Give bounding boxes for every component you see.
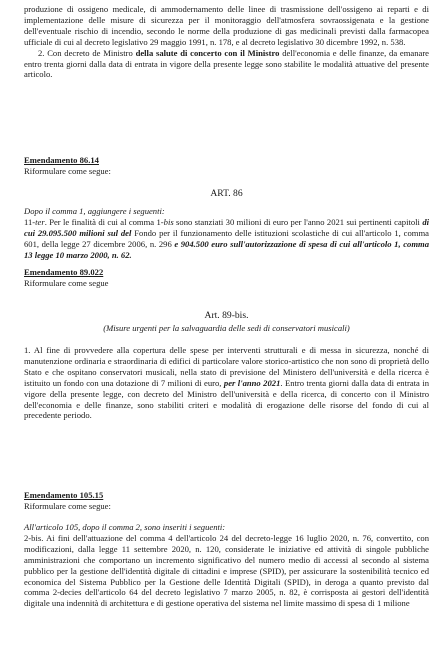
t4-bold-italic: e 904.500 euro sull'autorizzazione di spesa di cui all'articolo 1, comma 13 legge 10 marzo 2000, n. 62. [24, 238, 429, 260]
t1: 11- [24, 216, 36, 227]
p2-text-a: 2. Con decreto de Ministro [38, 47, 136, 58]
amendment-105-15-body [24, 522, 429, 609]
article-title: Art. 89-bis. [204, 310, 249, 321]
amendment-subheading: Riformulare come segue [24, 278, 109, 288]
t2-italic: bis [163, 216, 174, 227]
amendment-heading: Emendamento 105.15 [24, 490, 104, 500]
intro-italic: All'articolo 105, dopo il comma 2, sono inseriti i seguenti: [24, 522, 226, 532]
amendment-subheading: Riformulare come segue: [24, 166, 111, 176]
p2-text-c: dell'economia e delle finanze, da emanare entro trenta giorni dalla data di entrata in vigore della presente legge sono stabilite le modalità attuative del presente articolo. [24, 47, 429, 80]
amendment-89-022-body [24, 345, 429, 421]
p2-text-bold: della salute di concerto con il Ministro [135, 47, 280, 58]
amendment-text [24, 345, 429, 421]
top-section [24, 4, 429, 80]
amendment-86-14 [24, 155, 429, 177]
t4: Fondo per il funzionamento delle istituzioni scolastiche di cui all'articolo 1, comma 601, della legge 27 dicembre 2006, n. 296 [24, 227, 429, 249]
amendment-105-15 [24, 490, 429, 512]
intro-italic: Dopo il comma 1, aggiungere i seguenti: [24, 206, 165, 216]
b2: . Entro trenta giorni dalla data di entrata in vigore della presente legge, con decreto del Ministro dell'università e della ricerca, di concerto con il Ministro dell'economia e delle finanze, sono stabiliti criteri e modalità di erogazione delle risorse del fondo di cui al precedente periodo. [24, 377, 429, 421]
t3-bold-italic: di cui 29.095.500 milioni sul del [24, 216, 429, 238]
t2: . Per le finalità di cui al comma 1- [44, 216, 164, 227]
amendment-86-14-body [24, 206, 429, 261]
b1: 1. Al fine di provvedere alla copertura delle spese per interventi strutturali e di messa in sicurezza, nonché di manutenzione ordinaria e straordinaria di edifici di particolare valore storico-artistico che non sono di proprietà dello Stato e che ospitano conservatori musicali, nella stato di previsione del Ministero dell'università e della ricerca è istituito un fondo con una dotazione di 7 milioni di euro, [24, 345, 429, 388]
paragraph-continuation: produzione di ossigeno medicale, di ammodernamento delle linee di trasmissione dell'ossigeno ai reparti e di implementazione delle misure di sicurezza per il monitoraggio dell'atmosfera sovraossigenata e la gestione dell'eventuale rischio di incendio, secondo le norme della produzione di gas medicinali previsti dalla farmacopea ufficiale di cui al decreto legislativo 29 maggio 1991, n. 178, e al decreto legislativo 30 dicembre 1992, n. 538. [24, 4, 429, 47]
t1-italic: ter [35, 216, 45, 227]
article-subtitle-text: (Misure urgenti per la salvaguardia delle sedi di conservatori musicali) [103, 323, 350, 333]
amendment-intro [24, 522, 429, 533]
amendment-text: 2-bis. Ai fini dell'attuazione del comma 4 dell'articolo 24 del decreto-legge 16 luglio 2020, n. 76, convertito, con modificazioni, dalla legge 11 settembre 2020, n. 120, considerate le iniziative ed attività di singole pubbliche amministrazioni che comportano un incremento significativo del numero medio di accessi al secondo al sistema pubblico per la gestione dell'identità digitale di cittadini e imprese (SPID), per assicurare la sostenibilità tecnico ed economica del Sistema Pubblico per la Gestione delle Identità Digitali (SPID), in deroga a quanto previsto dal comma 2-decies dell'articolo 64 del decreto legislativo 7 marzo 2005, n. 82, è corrisposta ai gestori dell'identità digitale una indennità di architettura e di gestione operativa del sistema nel limite massimo di spesa di 1 milione [24, 532, 429, 609]
b1-bold-italic: per l'anno 2021 [223, 377, 281, 388]
amendment-text [24, 217, 429, 261]
article-subtitle [24, 323, 429, 334]
article-title: ART. 86 [210, 188, 243, 199]
paragraph-comma-2 [24, 48, 429, 81]
amendment-subheading: Riformulare come segue: [24, 501, 111, 511]
amendment-89-022 [24, 267, 429, 289]
amendment-intro [24, 206, 429, 217]
amendment-heading: Emendamento 86.14 [24, 155, 99, 165]
t3: sono stanziati 30 milioni di euro per l'anno 2021 sui pertinenti capitoli [173, 216, 423, 227]
amendment-heading: Emendamento 89.022 [24, 267, 104, 277]
